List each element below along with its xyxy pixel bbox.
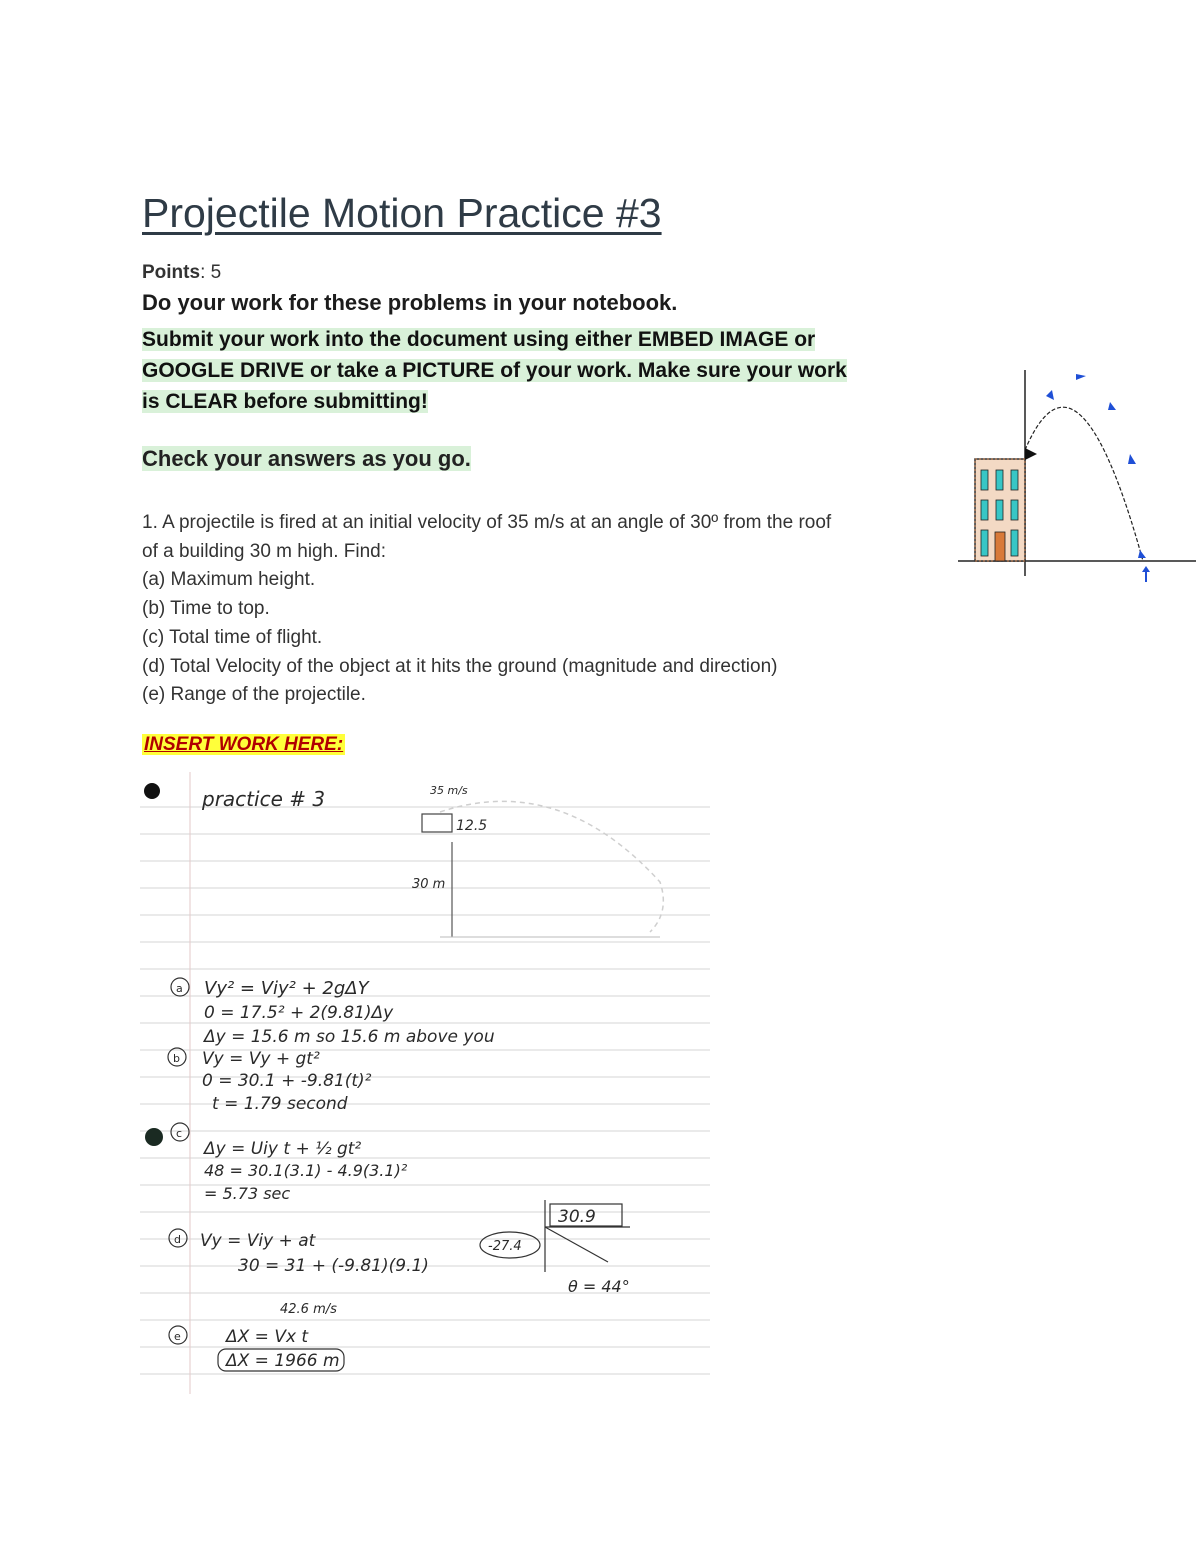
hw-a-line2: 0 = 17.5² + 2(9.81)Δy [204, 1003, 394, 1023]
hw-d-line3: 42.6 m/s [280, 1302, 337, 1317]
hw-b-line1: Vy = Vy + gt² [202, 1049, 320, 1069]
velocity-arrows [1046, 374, 1150, 582]
points-line: Points: 5 [142, 262, 222, 283]
problem-line: of a building 30 m high. Find: [142, 540, 386, 562]
notebook-instruction: Do your work for these problems in your notebook. [142, 290, 678, 315]
trajectory-path [1025, 407, 1143, 561]
hw-sketch-velocity: 35 m/s [430, 784, 468, 797]
binder-hole [144, 783, 160, 799]
submit-instruction [142, 324, 942, 417]
svg-text:d: d [174, 1233, 181, 1246]
problem-statement [142, 509, 942, 710]
insert-work-text: INSERT WORK HERE: [144, 734, 344, 755]
projectile-diagram [958, 366, 1198, 588]
hw-c-line1: Δy = Uiy t + ½ gt² [204, 1139, 362, 1159]
points-value: 5 [210, 262, 222, 283]
svg-text:c: c [176, 1127, 183, 1140]
problem-part-c: (c) Total time of flight. [142, 626, 323, 648]
page-title: Projectile Motion Practice #3 [142, 190, 662, 236]
hw-d-angle: θ = 44° [568, 1277, 630, 1296]
hw-header: practice # 3 [202, 787, 326, 811]
hw-a-line1: Vy² = Viy² + 2gΔY [204, 978, 369, 999]
insert-work-label [142, 734, 345, 756]
hw-sketch-height: 12.5 [456, 818, 488, 834]
problem-part-a: (a) Maximum height. [142, 569, 316, 591]
notebook-work-photo [140, 772, 715, 1394]
problem-part-d: (d) Total Velocity of the object at it hits the ground (magnitude and direction) [142, 655, 778, 677]
submit-line-3: is CLEAR before submitting! [142, 390, 428, 413]
building-door [995, 532, 1005, 561]
hw-b-line3: t = 1.79 second [212, 1094, 348, 1114]
hw-d-vx: 30.9 [558, 1207, 596, 1227]
submit-line-1: Submit your work into the document using either EMBED IMAGE or [142, 328, 816, 351]
svg-text:a: a [176, 982, 183, 995]
hw-d-line2: 30 = 31 + (-9.81)(9.1) [238, 1256, 429, 1276]
svg-text:b: b [173, 1052, 180, 1065]
hw-d-vy: -27.4 [488, 1239, 522, 1254]
points-label: Points [142, 262, 201, 283]
svg-text:e: e [174, 1330, 181, 1343]
hw-b-line2: 0 = 30.1 + -9.81(t)² [202, 1071, 372, 1091]
check-instruction [142, 446, 471, 472]
hw-sketch-building: 30 m [412, 877, 446, 892]
hw-e-line1: ΔX = Vx t [226, 1327, 309, 1347]
hw-d-line1: Vy = Viy + at [200, 1231, 316, 1251]
problem-part-b: (b) Time to top. [142, 598, 270, 620]
hw-e-line2: ΔX = 1966 m [226, 1351, 340, 1371]
binder-hole [145, 1128, 163, 1146]
problem-part-e: (e) Range of the projectile. [142, 684, 366, 706]
check-text: Check your answers as you go. [142, 446, 471, 471]
building [975, 459, 1025, 561]
submit-line-2: GOOGLE DRIVE or take a PICTURE of your work. Make sure your work [142, 359, 847, 382]
hw-c-line2: 48 = 30.1(3.1) - 4.9(3.1)² [204, 1161, 408, 1180]
launch-arrow [1025, 448, 1037, 460]
hw-a-line3: Δy = 15.6 m so 15.6 m above you [204, 1027, 495, 1047]
hw-c-line3: = 5.73 sec [204, 1184, 291, 1203]
problem-line: 1. A projectile is fired at an initial velocity of 35 m/s at an angle of 30º from the roof [142, 512, 832, 533]
